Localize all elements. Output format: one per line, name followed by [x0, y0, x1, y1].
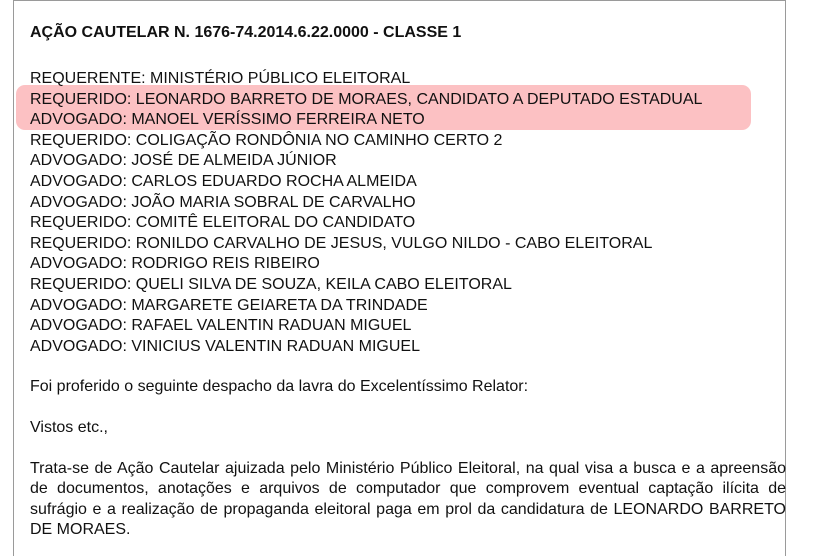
party-line: ADVOGADO: MANOEL VERÍSSIMO FERREIRA NETO [30, 111, 425, 129]
party-line: ADVOGADO: JOSÉ DE ALMEIDA JÚNIOR [30, 152, 337, 170]
parties-list [30, 69, 788, 357]
party-line: ADVOGADO: JOÃO MARIA SOBRAL DE CARVALHO [30, 193, 416, 211]
party-line: REQUERIDO: RONILDO CARVALHO DE JESUS, VULGO NILDO - CABO ELEITORAL [30, 234, 653, 252]
vistos-line: Vistos etc., [30, 418, 108, 436]
party-line: REQUERIDO: QUELI SILVA DE SOUZA, KEILA CABO ELEITORAL [30, 275, 512, 293]
document-title: AÇÃO CAUTELAR N. 1676-74.2014.6.22.0000 - CLASSE 1 [30, 24, 462, 41]
party-line: REQUERIDO: COLIGAÇÃO RONDÔNIA NO CAMINHO CERTO 2 [30, 131, 503, 149]
party-line: REQUERIDO: LEONARDO BARRETO DE MORAES, CANDIDATO A DEPUTADO ESTADUAL [30, 90, 703, 108]
party-line: ADVOGADO: RAFAEL VALENTIN RADUAN MIGUEL [30, 317, 412, 335]
dispatch-intro: Foi proferido o seguinte despacho da lavra do Excelentíssimo Relator: [30, 378, 529, 396]
party-line: ADVOGADO: CARLOS EDUARDO ROCHA ALMEIDA [30, 172, 417, 190]
party-line: ADVOGADO: RODRIGO REIS RIBEIRO [30, 255, 320, 273]
party-line: REQUERENTE: MINISTÉRIO PÚBLICO ELEITORAL [30, 70, 411, 87]
party-line: REQUERIDO: COMITÊ ELEITORAL DO CANDIDATO [30, 214, 416, 232]
case-summary-paragraph: Trata-se de Ação Cautelar ajuizada pelo Ministério Público Eleitoral, na qual visa a busca e a apreensão de documentos, anotações e arquivos de computador que comprovem eventual captação ilícita de sufrágio e a realização de propaganda eleitoral paga em prol da candidatura de LEONARDO BARRETO DE MORAES. [30, 459, 786, 539]
party-line: ADVOGADO: MARGARETE GEIARETA DA TRINDADE [30, 296, 428, 314]
document-body [30, 23, 788, 541]
party-line: ADVOGADO: VINICIUS VALENTIN RADUAN MIGUEL [30, 337, 420, 355]
